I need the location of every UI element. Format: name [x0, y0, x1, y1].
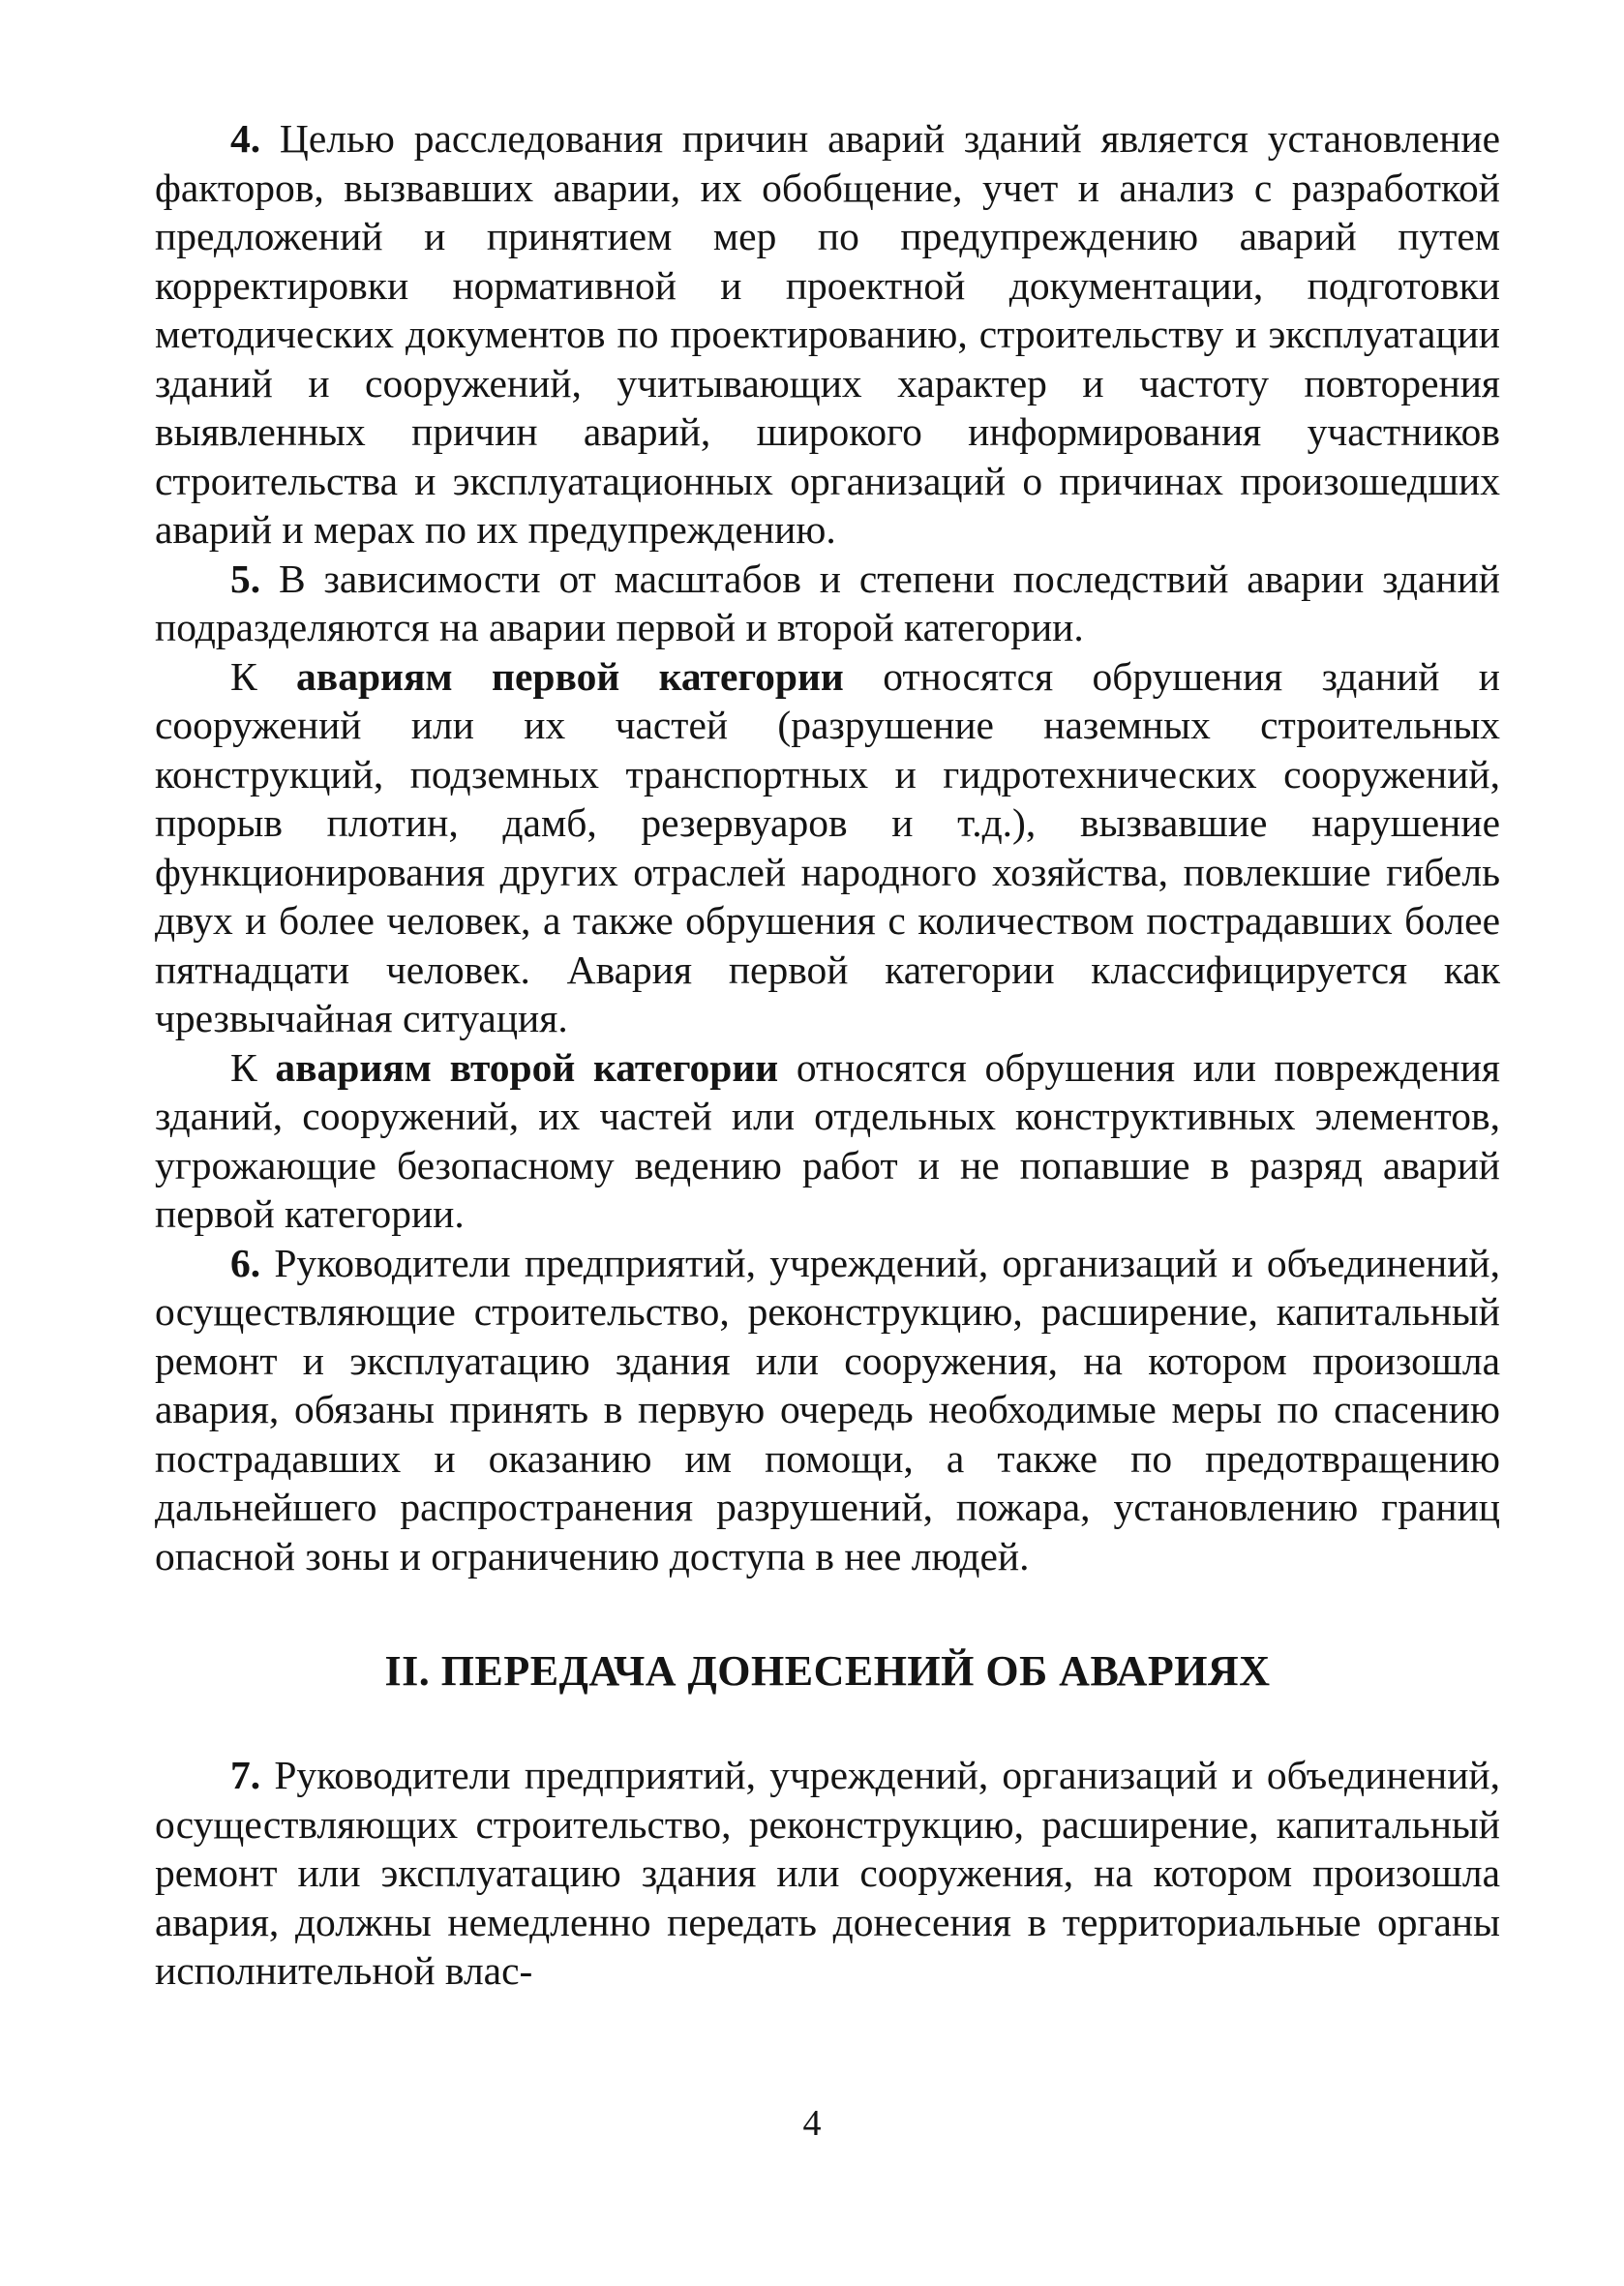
- section-heading: II. ПЕРЕДАЧА ДОНЕСЕНИЙ ОБ АВАРИЯХ: [384, 1647, 1271, 1695]
- paragraph-4: [155, 114, 1500, 555]
- paragraph-text: Целью расследования причин аварий зданий является установление факторов, вызвавших аварии, их обобщение, учет и анализ с разработкой предложений и принятием мер по предупреждению аварий путем корректировки нормативной и проектной документации, подготовки методических документов по проектированию, строительству и эксплуатации зданий и сооружений, учитывающих характер и частоту повторения выявленных причин аварий, широкого информирования участников строительства и эксплуатационных организаций о причинах произошедших аварий и мерах по их предупреждению.: [155, 116, 1500, 552]
- page-number: 4: [802, 2103, 822, 2144]
- paragraph-number: 5.: [230, 556, 261, 601]
- paragraph-lead: К: [230, 1044, 276, 1090]
- paragraph-number: 7.: [230, 1753, 261, 1797]
- defined-term: авариям первой категории: [296, 653, 844, 699]
- paragraph-text: Руководители предприятий, учреждений, организаций и объединений, осуществляющих строительство, реконструкцию, расширение, капитальный ремонт или эксплуатацию здания или сооружения, на котором произошла авария, должны немедленно передать донесения в территориальные органы исполнительной влас-: [155, 1753, 1500, 1993]
- paragraph-text: Руководители предприятий, учреждений, организаций и объединений, осуществляющие строительство, реконструкцию, расширение, капитальный ремонт и эксплуатацию здания или сооружения, на котором произошла авария, обязаны принять в первую очередь необходимые меры по спасению пострадавших и оказанию им помощи, а также по предотвращению дальнейшего распространения разрушений, пожара, установлению границ опасной зоны и ограничению доступа в нее людей.: [155, 1240, 1500, 1579]
- paragraph-text: относятся обрушения или повреждения зданий, сооружений, их частей или отдельных конструктивных элементов, угрожающие безопасному ведению работ и не попавшие в разряд аварий первой категории.: [155, 1044, 1500, 1236]
- paragraph-text: относятся обрушения зданий и сооружений или их частей (разрушение наземных строительных конструкций, подземных транспортных и гидротехнических сооружений, прорыв плотин, дамб, резервуаров и т.д.), вызвавшие нарушение функционирования других отраслей народного хозяйства, повлекшие гибель двух и более человек, а также обрушения с количеством пострадавших более пятнадцати человек. Авария первой категории классифицируется как чрезвычайная ситуация.: [155, 653, 1500, 1040]
- paragraph-number: 4.: [230, 116, 261, 161]
- paragraph-5: [155, 555, 1500, 652]
- paragraph-text: В зависимости от масштабов и степени последствий аварии зданий подразделяются на аварии первой и второй категории.: [155, 556, 1500, 649]
- paragraph-second-category: [155, 1043, 1500, 1239]
- paragraph-6: [155, 1239, 1500, 1581]
- paragraph-number: 6.: [230, 1240, 261, 1285]
- defined-term: авариям второй категории: [275, 1044, 779, 1090]
- paragraph-first-category: [155, 652, 1500, 1043]
- paragraph-lead: К: [230, 653, 297, 699]
- document-page: [155, 114, 1500, 1996]
- paragraph-7: [155, 1751, 1500, 1996]
